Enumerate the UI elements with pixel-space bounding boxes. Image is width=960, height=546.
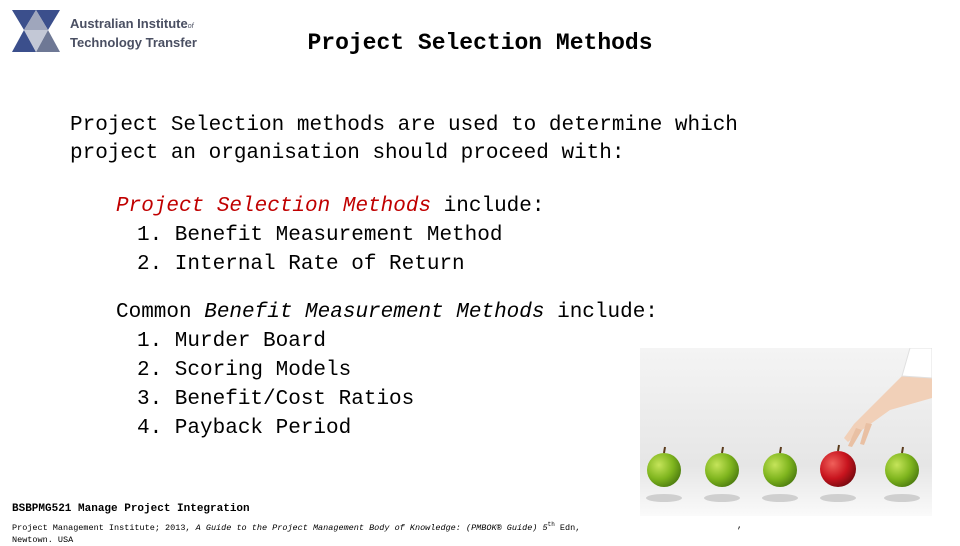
benefit-item: 2. Scoring Models [137, 359, 352, 382]
benefit-methods-heading: Common Benefit Measurement Methods include: [116, 301, 658, 324]
benefit-item: 3. Benefit/Cost Ratios [137, 388, 415, 411]
selection-item: 1. Benefit Measurement Method [137, 224, 503, 247]
slide-title: Project Selection Methods [307, 30, 653, 56]
selection-methods-heading: Project Selection Methods include: [116, 195, 545, 218]
apples-selection-image [640, 348, 932, 516]
intro-line-1: Project Selection methods are used to determine which [70, 114, 738, 137]
footer-course-title: BSBPMG521 Manage Project Integration [12, 503, 250, 515]
benefit-item: 4. Payback Period [137, 417, 352, 440]
benefit-item: 1. Murder Board [137, 330, 327, 353]
intro-line-2: project an organisation should proceed with: [70, 142, 625, 165]
page-number: , [737, 521, 743, 531]
footer-reference: Project Management Institute; 2013, A Guide to the Project Management Body of Knowledge: (PMBOK® Guide) 5th Edn, Newtown. USA [12, 521, 581, 545]
logo-text: Australian Instituteof Technology Transfer [70, 16, 197, 50]
selection-item: 2. Internal Rate of Return [137, 253, 465, 276]
